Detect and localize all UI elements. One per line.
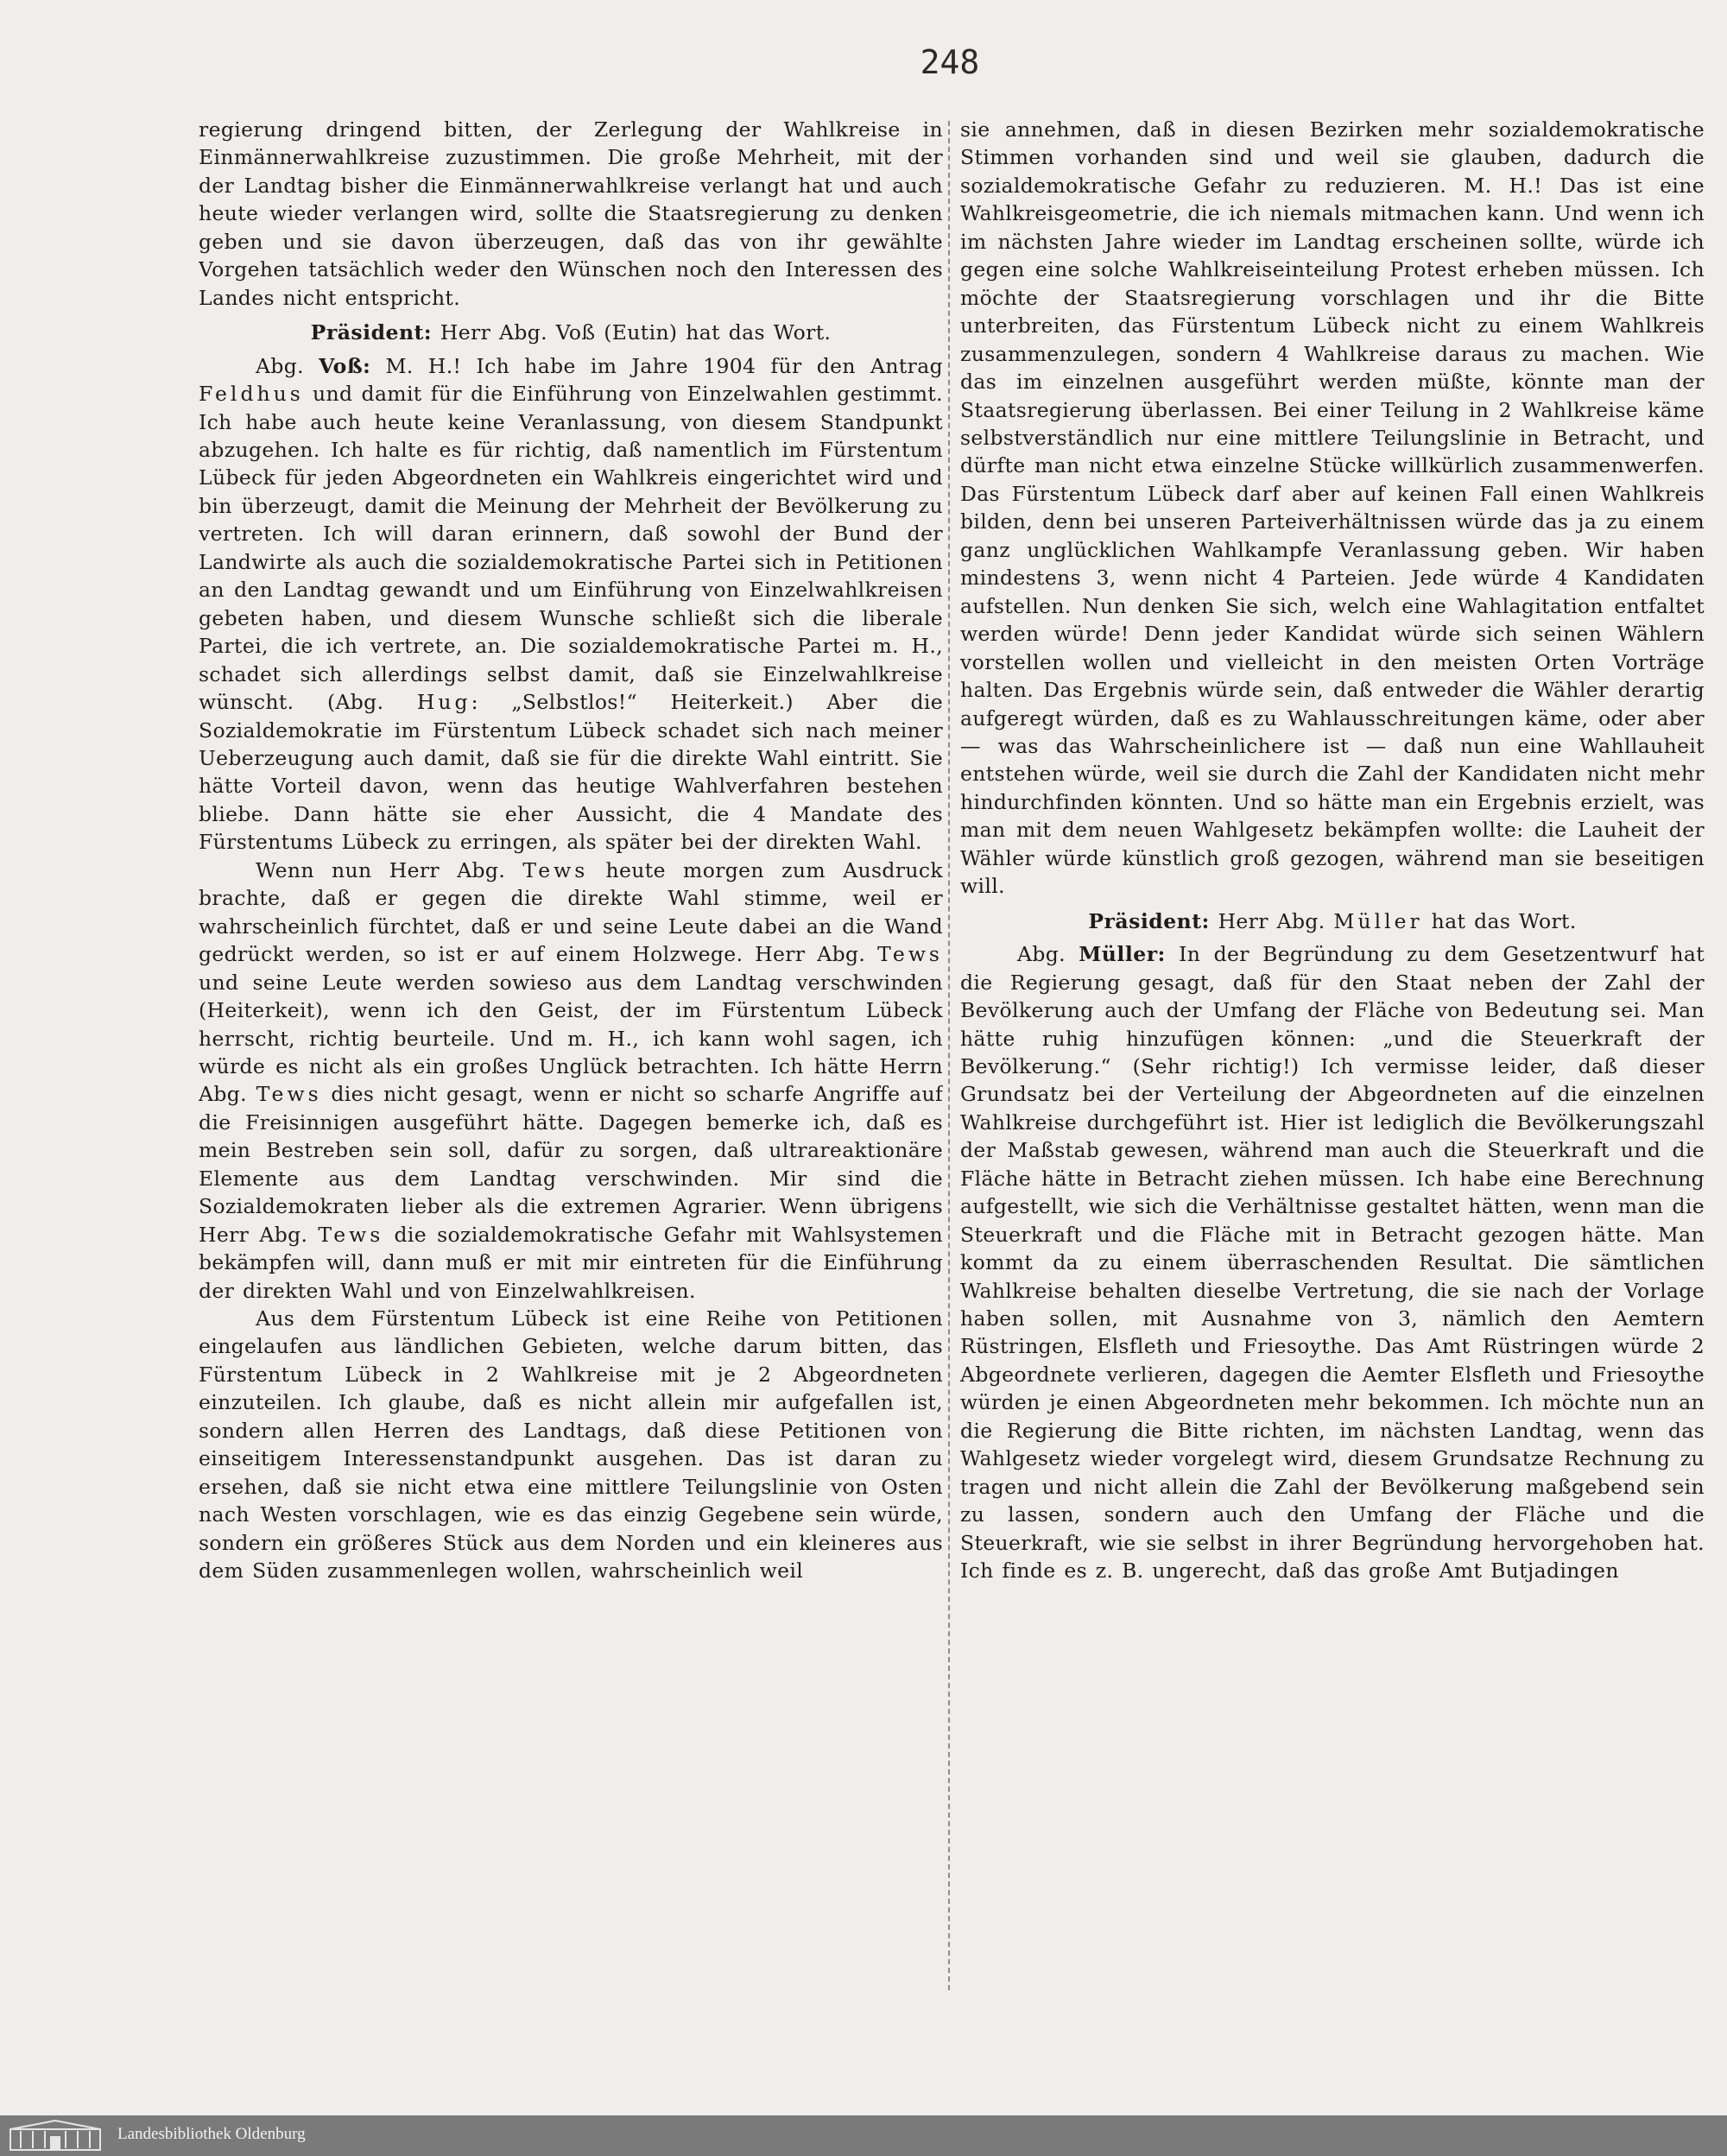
spaced-name: Tews (318, 1222, 384, 1247)
speech-prefix: Abg. (1017, 942, 1079, 967)
text-segment: In der Begründung zu dem Gesetzentwurf hat die Regierung gesagt, daß für den Staat neben der Zahl der Bevölkerung auch der Umfang der Fläche von Bedeutung sei. Man hätte ruhig hinzufügen können: „und die Steuerkraft der Bevölkerung.“ (Sehr richtig!) Ich vermisse leider, daß dieser Grundsatz bei der Verteilung der Abgeordneten auf die einzelnen Wahlkreise durchgeführt ist. Hier ist lediglich die Bevölkerungszahl der Maßstab gewesen, während man auch die Steuerkraft und die Fläche hätte in Betracht ziehen müssen. Ich habe eine Berechnung aufgestellt, wie sich die Verhältnisse gestaltet hätten, wenn man die Steuerkraft und die Fläche mit in Betracht gezogen hätte. Man kommt da zu einem überraschenden Resultat. Die sämtlichen Wahlkreise behalten dieselbe Vertretung, die sie nach der Vorlage haben sollen, mit Ausnahme von 3, nämlich den Aemtern Rüstringen, Elsfleth und Friesoythe. Das Amt Rüstringen würde 2 Abgeordnete verlieren, dagegen die Aemter Elsfleth und Friesoythe würden je einen Abgeordneten mehr bekommen. Ich möchte nun an die Regierung die Bitte richten, im nächsten Landtag, wenn das Wahlgesetz wieder vorgelegt wird, diesem Grundsatze Rechnung zu tragen und nicht allein die Zahl der Bevölkerung maßgebend sein zu lassen, sondern auch den Umfang der Fläche und die Steuerkraft, wie sie selbst in ihrer Begründung hervorgehoben hat. Ich finde es z. B. ungerecht, daß das große Amt Butjadingen (960, 942, 1705, 1584)
page-number: 248 (920, 43, 980, 81)
text-segment: und damit für die Einführung von Einzelwahlen gestimmt. Ich habe auch heute keine Veranlassung, von diesem Standpunkt abzugehen. Ich halte es für richtig, daß namentlich im Fürstentum Lübeck für jeden Abgeordneten ein Wahlkreis eingerichtet wird und bin überzeugt, damit die Meinung der Mehrheit der Bevölkerung zu vertreten. Ich will daran erinnern, daß sowohl der Bund der Landwirte als auch die sozialdemokratische Partei sich in Petitionen an den Landtag gewandt und um Einführung von Einzelwahlkreisen gebeten haben, und diesem Wunsche schließt sich die liberale Partei, die ich vertrete, an. Die sozialdemokratische Partei m. H., schadet sich allerdings selbst damit, daß sie Einzelwahlkreise wünscht. (Abg. (199, 382, 943, 715)
text-segment: und seine Leute werden sowieso aus dem Landtag verschwinden (Heiterkeit), wenn ich den Geist, der im Fürstentum Lübeck herrscht, richtig beurteile. Und m. H., ich kann wohl sagen, ich würde es nicht als ein großes Unglück betrachten. Ich hätte Herrn Abg. (199, 970, 943, 1107)
speaker-name: Müller: (1079, 942, 1166, 967)
text-segment: Wenn nun Herr Abg. (256, 857, 523, 882)
text-segment: heute morgen zum Ausdruck brachte, daß er gegen die direkte Wahl stimme, weil er wahrscheinlich fürchtet, daß er und seine Leute dabei an die Wand gedrückt werden, so ist er auf einem Holzwege. Herr Abg. (199, 857, 943, 967)
left-column (199, 116, 943, 1998)
spaced-name: Tews (522, 857, 589, 882)
column-divider (948, 121, 950, 1990)
speaker-name: Präsident: (1088, 908, 1210, 933)
text-segment: : „Selbstlos!“ Heiterkeit.) Aber die Sozialdemokratie im Fürstentum Lübeck schadet sich nach meiner Ueberzeugung auch damit, daß sie für die direkte Wahl eintritt. Sie hätte Vorteil davon, wenn das heutige Wahlverfahren bestehen bliebe. Dann hätte sie eher Aussicht, die 4 Mandate des Fürstentums Lübeck zu erringen, als später bei der direkten Wahl. (199, 690, 943, 855)
speech-paragraph (199, 352, 943, 857)
speech-prefix: Abg. (256, 353, 319, 378)
paragraph (199, 1305, 943, 1585)
announcement-text: hat das Wort. (1422, 908, 1577, 933)
speaker-name: Voß: (319, 353, 371, 378)
spaced-name: Hug (416, 690, 471, 715)
text-segment: M. H.! Ich habe im Jahre 1904 für den Antrag (370, 353, 943, 378)
spaced-name: Feldhus (199, 382, 304, 407)
spaced-name: Tews (256, 1082, 322, 1107)
text-segment: die sozialdemokratische Gefahr mit Wahlsystemen bekämpfen will, dann muß er mit mir eintreten für die Einführung der direkten Wahl und von Einzelwahlkreisen. (199, 1222, 943, 1303)
announcement-text: Herr Abg. (1209, 908, 1334, 933)
library-name: Landesbibliothek Oldenburg (117, 2125, 306, 2143)
paragraph-continued: sie annehmen, daß in diesen Bezirken mehr sozialdemokratische Stimmen vorhanden sind und weil sie glauben, dadurch die sozialdemokratische Gefahr zu reduzieren. M. H.! Das ist eine Wahlkreisgeometrie, die ich niemals mitmachen kann. Und wenn ich im nächsten Jahre wieder im Landtag erscheinen sollte, würde ich gegen eine solche Wahlkreiseinteilung Protest erheben müssen. Ich möchte der Staatsregierung vorschlagen und ihr die Bitte unterbreiten, das Fürstentum Lübeck nicht zu einem Wahlkreis zusammenzulegen, sondern 4 Wahlkreise daraus zu machen. Wie das im einzelnen ausgeführt werden müßte, könnte man der Staatsregierung überlassen. Bei einer Teilung in 2 Wahlkreise käme selbstverständlich nur eine mittlere Teilungslinie in Betracht, und dürfte man nicht etwa einzelne Stücke willkürlich zusammenwerfen. Das Fürstentum Lübeck darf aber auf keinen Fall einen Wahlkreis bilden, denn bei unseren Parteiverhältnissen würde das ja zu einem ganz unglücklichen Wahlkampfe Veranlassung geben. Wir haben mindestens 3, wenn nicht 4 Parteien. Jede würde 4 Kandidaten aufstellen. Nun denken Sie sich, welch eine Wahlagitation entfaltet werden würde! Denn jeder Kandidat würde sich seinen Wählern vorstellen wollen und vielleicht in den meisten Orten Vorträge halten. Das Ergebnis würde sein, daß entweder die Wähler derartig aufgeregt würden, daß es zu Wahlausschreitungen käme, oder aber — was das Wahrscheinlichere ist — daß nun eine Wahllauheit entstehen würde, weil sie durch die Zahl der Kandidaten nicht mehr hindurchfinden könnten. Und so hätte man ein Ergebnis erzielt, was man mit dem neuen Wahlgesetz bekämpfen wollte: die Lauheit der Wähler würde künstlich groß gezogen, während man sie beseitigen will. (960, 117, 1705, 899)
spaced-name: Tews (877, 942, 943, 967)
speaker-name: Präsident: (310, 320, 433, 345)
speaker-announcement (960, 907, 1705, 935)
footer-bar (0, 2115, 1727, 2156)
library-building-icon (9, 2119, 102, 2152)
paragraph (199, 857, 943, 1305)
right-column (960, 116, 1705, 1998)
speech-paragraph (960, 940, 1705, 1584)
announcement-text: Herr Abg. Voß (Eutin) hat das Wort. (432, 320, 832, 345)
text-segment: Aus dem Fürstentum Lübeck ist eine Reihe von Petitionen eingelaufen aus ländlichen Gebieten, welche darum bitten, das Fürstentum Lübeck in 2 Wahlkreise mit je 2 Abgeordneten einzuteilen. Ich glaube, daß es nicht allein mir aufgefallen ist, sondern allen Herren des Landtags, daß diese Petitionen von einseitigem Interessenstandpunkt ausgehen. Das ist daran zu ersehen, daß sie nicht etwa eine mittlere Teilungslinie von Osten nach Westen vorschlagen, wie es das einzig Gegebene sein würde, sondern ein größeres Stück aus dem Norden und ein kleineres aus dem Süden zusammenlegen wollen, wahrscheinlich weil (199, 1306, 943, 1584)
spaced-name: Müller (1333, 908, 1423, 933)
text-segment: dies nicht gesagt, wenn er nicht so scharfe Angriffe auf die Freisinnigen ausgeführt hätte. Dagegen bemerke ich, daß es mein Bestreben sein soll, dafür zu sorgen, daß ultrareaktionäre Elemente aus dem Landtag verschwinden. Mir sind die Sozialdemokraten lieber als die extremen Agrarier. Wenn übrigens Herr Abg. (199, 1082, 943, 1247)
paragraph-continued: regierung dringend bitten, der Zerlegung der Wahlkreise in Einmännerwahlkreise zuzustimmen. Die große Mehrheit, mit der der Landtag bisher die Einmännerwahlkreise verlangt hat und auch heute wieder verlangen wird, sollte die Staatsregierung zu denken geben und sie davon überzeugen, daß das von ihr gewählte Vorgehen tatsächlich weder den Wünschen noch den Interessen des Landes nicht entspricht. (199, 117, 943, 310)
speaker-announcement (199, 319, 943, 346)
